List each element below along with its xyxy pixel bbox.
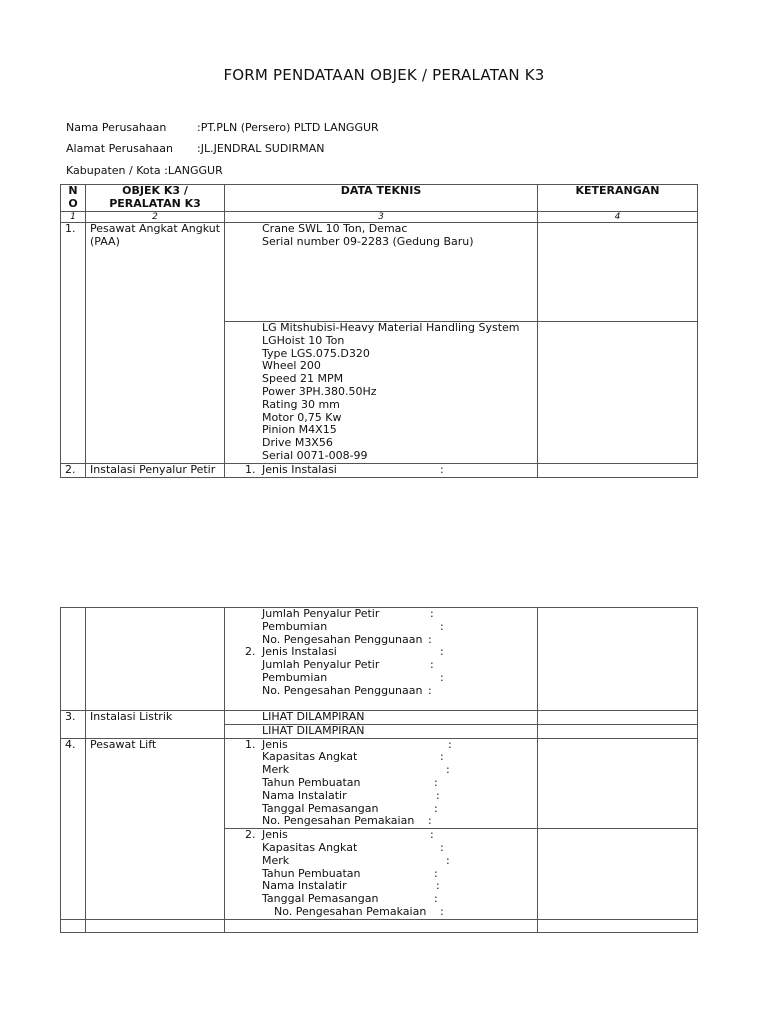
table-row — [61, 463, 698, 477]
list-number: 2. — [245, 645, 256, 659]
field-label: Pembumian — [262, 619, 328, 633]
field-label: No. Pengesahan Pemakaian — [274, 904, 427, 918]
form-title: FORM PENDATAAN OBJEK / PERALATAN K3 — [223, 66, 545, 84]
column-number-row — [61, 212, 698, 223]
field-label: Tahun Pembuatan — [262, 775, 361, 789]
list-number: 1. — [245, 462, 256, 476]
company-address-label: Alamat Perusahaan — [66, 142, 173, 155]
row-no: 2. — [61, 463, 86, 477]
lift2-data — [225, 829, 538, 920]
table-row — [61, 738, 698, 829]
row-objek: Instalasi Listrik — [86, 711, 225, 739]
keterangan-cell — [538, 463, 698, 477]
keterangan-cell — [538, 919, 698, 932]
field-label: Tanggal Pemasangan — [262, 892, 379, 906]
row-objek — [86, 919, 225, 932]
row-no: 1. — [61, 223, 86, 464]
field-colon: : — [430, 607, 434, 620]
keterangan-cell — [538, 738, 698, 829]
field-label: Pembumian — [262, 670, 328, 684]
colnum-2: 2 — [86, 212, 225, 223]
data-line: LGHoist 10 Ton — [262, 333, 345, 347]
keterangan-cell — [538, 223, 698, 322]
field-colon: : — [448, 737, 452, 751]
row-objek — [86, 608, 225, 711]
table-row — [61, 223, 698, 322]
data-line: Serial number 09-2283 (Gedung Baru) — [262, 234, 474, 248]
objek-line: Pesawat Angkat Angkut — [90, 222, 221, 235]
field-colon: : — [440, 645, 444, 659]
field-label: Tahun Pembuatan — [262, 866, 361, 880]
hoist-data — [225, 322, 538, 464]
header-objek-line1: OBJEK K3 / — [122, 184, 188, 197]
data-line: Power 3PH.380.50Hz — [262, 384, 377, 398]
company-address-value: :JL.JENDRAL SUDIRMAN — [197, 142, 325, 155]
keterangan-cell — [538, 608, 698, 711]
company-district: Kabupaten / Kota :LANGGUR — [66, 164, 223, 177]
field-colon: : — [430, 828, 434, 842]
row-objek: Instalasi Penyalur Petir — [86, 463, 225, 477]
field-label: Jenis Instalasi — [262, 462, 337, 476]
keterangan-cell — [538, 724, 698, 738]
company-address-row — [66, 142, 325, 155]
field-colon: : — [434, 866, 438, 880]
company-name-value: :PT.PLN (Persero) PLTD LANGGUR — [197, 121, 379, 134]
field-colon: : — [428, 683, 432, 697]
field-label: Nama Instalatir — [262, 788, 347, 802]
data-line: Motor 0,75 Kw — [262, 410, 342, 424]
data-line: Wheel 200 — [262, 359, 321, 373]
field-colon: : — [428, 632, 432, 646]
field-colon: : — [440, 670, 444, 684]
row-no: 4. — [61, 738, 86, 919]
field-colon: : — [428, 814, 432, 828]
table-header-row — [61, 185, 698, 212]
header-objek — [86, 185, 225, 212]
field-colon: : — [440, 462, 444, 476]
field-colon: : — [430, 658, 434, 672]
company-name-row — [66, 121, 379, 134]
data-line — [262, 906, 537, 919]
field-colon: : — [440, 840, 444, 854]
colnum-4: 4 — [538, 212, 698, 223]
data-line: Pinion M4X15 — [262, 423, 337, 437]
listrik-data: LIHAT DILAMPIRAN — [225, 711, 538, 725]
list-number: 2. — [245, 828, 256, 842]
header-no — [61, 185, 86, 212]
field-label: No. Pengesahan Penggunaan — [262, 632, 423, 646]
field-colon: : — [446, 763, 450, 777]
field-colon: : — [436, 879, 440, 893]
data-line: Type LGS.075.D320 — [262, 346, 370, 360]
header-data-teknis: DATA TEKNIS — [225, 185, 538, 212]
list-number: 1. — [245, 737, 256, 751]
field-label: Merk — [262, 763, 290, 777]
field-colon: : — [440, 750, 444, 764]
data-line: Crane SWL 10 Ton, Demac — [262, 222, 408, 235]
field-colon: : — [434, 775, 438, 789]
field-label: Tanggal Pemasangan — [262, 801, 379, 815]
equipment-table-top — [60, 184, 698, 478]
field-label: Kapasitas Angkat — [262, 840, 358, 854]
field-label: Jumlah Penyalur Petir — [262, 658, 380, 672]
header-objek-line2: PERALATAN K3 — [109, 196, 201, 210]
data-line — [262, 685, 537, 698]
row-objek — [86, 223, 225, 464]
field-label: No. Pengesahan Penggunaan — [262, 683, 423, 697]
table-row — [61, 919, 698, 932]
data-line — [262, 751, 537, 764]
field-label: Nama Instalatir — [262, 879, 347, 893]
field-label: Jumlah Penyalur Petir — [262, 607, 380, 620]
data-line: Rating 30 mm — [262, 397, 340, 411]
header-no-line2: O — [68, 196, 78, 210]
data-line: Drive M3X56 — [262, 436, 333, 450]
keterangan-cell — [538, 829, 698, 920]
field-colon: : — [440, 619, 444, 633]
keterangan-cell — [538, 711, 698, 725]
field-colon: : — [434, 892, 438, 906]
listrik-data: LIHAT DILAMPIRAN — [225, 724, 538, 738]
row-objek: Pesawat Lift — [86, 738, 225, 919]
equipment-table-bottom — [60, 607, 698, 933]
colnum-1: 1 — [61, 212, 86, 223]
data-line — [262, 842, 537, 855]
data-line: LG Mitshubisi-Heavy Material Handling System — [262, 321, 520, 334]
field-label: Jenis — [262, 828, 288, 842]
field-label: Merk — [262, 853, 290, 867]
header-no-line1: N — [68, 184, 78, 197]
objek-line: (PAA) — [90, 234, 120, 248]
company-name-label: Nama Perusahaan — [66, 121, 167, 134]
data-line — [262, 815, 537, 828]
field-colon: : — [434, 801, 438, 815]
company-district-row — [66, 164, 223, 177]
lift1-data — [225, 738, 538, 829]
header-keterangan: KETERANGAN — [538, 185, 698, 212]
field-colon: : — [440, 904, 444, 918]
data-line: Speed 21 MPM — [262, 372, 344, 386]
keterangan-cell — [538, 322, 698, 464]
colnum-3: 3 — [225, 212, 538, 223]
field-colon: : — [446, 853, 450, 867]
field-label: No. Pengesahan Pemakaian — [262, 814, 415, 828]
data-cell — [225, 919, 538, 932]
data-line: Serial 0071-008-99 — [262, 448, 368, 462]
row-no — [61, 608, 86, 711]
crane-data — [225, 223, 538, 322]
table-row — [61, 711, 698, 725]
field-label: Jenis Instalasi — [262, 645, 337, 659]
row-no: 3. — [61, 711, 86, 739]
field-colon: : — [436, 788, 440, 802]
data-line — [245, 462, 537, 477]
table-row — [61, 608, 698, 711]
field-label: Kapasitas Angkat — [262, 750, 358, 764]
petir-data — [225, 608, 538, 711]
field-label: Jenis — [262, 737, 288, 751]
row-no — [61, 919, 86, 932]
petir-data — [225, 463, 538, 477]
